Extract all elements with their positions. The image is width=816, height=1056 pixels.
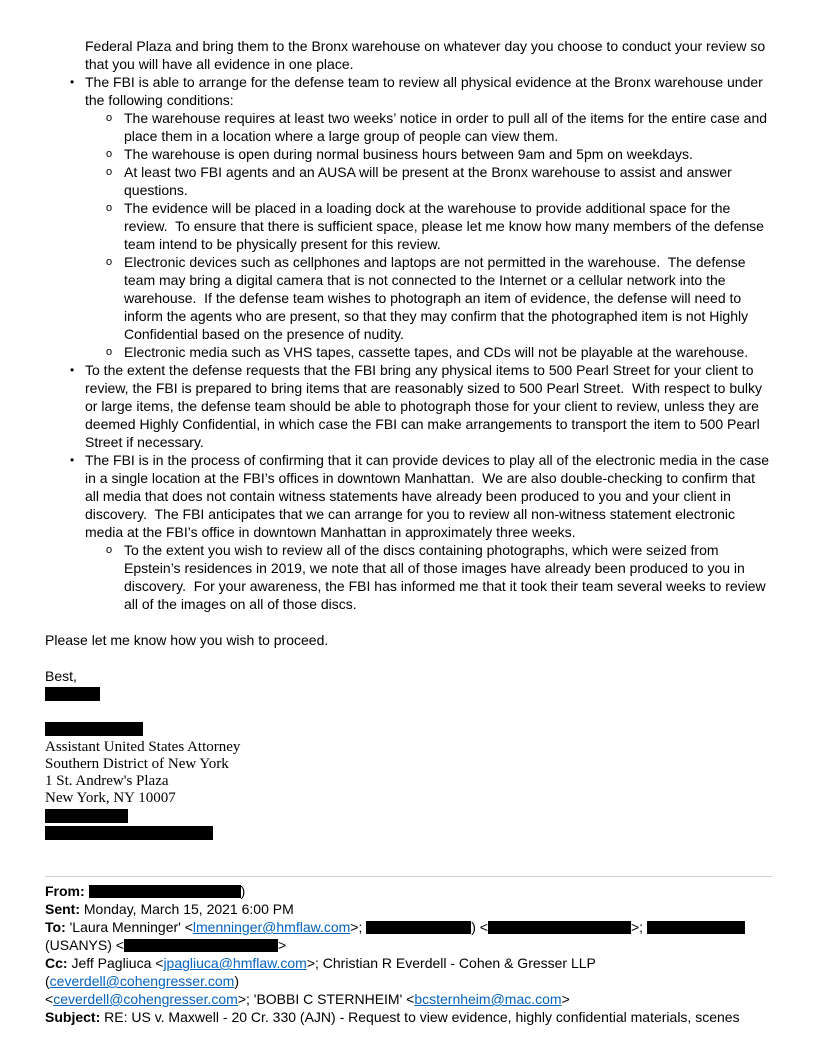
bullet-marker: • xyxy=(70,363,75,377)
bullet-item xyxy=(45,343,772,361)
header-text: >; Christian R Everdell - Cohen & Gresser LLP ( xyxy=(45,955,600,989)
signoff-line: Best, xyxy=(45,668,77,684)
header-label: Cc: xyxy=(45,955,68,971)
bullet-marker: o xyxy=(106,256,113,268)
email-link[interactable]: ceverdell@cohengresser.com xyxy=(53,991,238,1007)
bullet-text: The FBI is in the process of confirming that it can provide devices to play all of the electronic media in the case in a single location at the FBI’s offices in downtown Manhattan. We are also double-checking to confirm that all media that does not contain witness statements have already been produced to you and your client in discovery. The FBI anticipates that we can arrange for you to review all non-witness statement electronic media at the FBI’s office in downtown Manhattan in approximately three weeks. xyxy=(85,452,773,540)
redaction-bar xyxy=(488,921,631,934)
header-row-sent xyxy=(45,900,772,918)
redaction-bar xyxy=(45,826,213,840)
bullet-marker: o xyxy=(106,148,113,160)
header-row-to xyxy=(45,918,772,954)
bullet-text: Electronic devices such as cellphones and laptops are not permitted in the warehouse. The defense team may bring a digital camera that is not connected to the Internet or a cellular network into the warehouse. If the defense team wishes to photograph an item of evidence, the defense will need to inform the agents who are present, so that they may confirm that the photographed item is not Highly Confidential based on the presence of nudity. xyxy=(124,254,753,342)
bullet-marker: o xyxy=(106,346,113,358)
email-link[interactable]: ceverdell@cohengresser.com xyxy=(49,973,235,989)
email-header-block xyxy=(45,882,772,1026)
email-link[interactable]: lmenninger@hmflaw.com xyxy=(192,919,351,935)
bullet-marker: o xyxy=(106,112,113,124)
redaction-bar xyxy=(45,687,100,701)
header-label: To: xyxy=(45,919,66,935)
header-text: (USANYS) < xyxy=(45,937,124,953)
bullet-text: The evidence will be placed in a loading dock at the warehouse to provide additional space for the review. To ensure that there is sufficient space, please let me know how many members of the defense team intend to be physically present for this review. xyxy=(124,200,768,252)
bullet-item xyxy=(45,145,772,163)
signature-block xyxy=(45,722,772,840)
header-divider xyxy=(45,876,772,877)
redaction-bar xyxy=(89,885,241,898)
email-link[interactable]: jpagliuca@hmflaw.com xyxy=(163,955,307,971)
redaction-bar xyxy=(45,722,143,736)
bullet-marker: o xyxy=(106,166,113,178)
bullet-item xyxy=(45,253,772,343)
bullet-item xyxy=(45,199,772,253)
bullet-text: At least two FBI agents and an AUSA will be present at the Bronx warehouse to assist and answer questions. xyxy=(124,164,736,198)
bullet-marker: o xyxy=(106,202,113,214)
redaction-bar xyxy=(647,921,745,934)
header-text: > xyxy=(561,991,570,1007)
bullet-item xyxy=(45,73,772,109)
bullet-item xyxy=(45,163,772,199)
signature-line: Southern District of New York xyxy=(45,756,229,772)
redaction-bar xyxy=(124,939,278,952)
bullet-item xyxy=(45,361,772,451)
header-text: >; xyxy=(630,919,647,935)
header-label: Sent: xyxy=(45,901,80,917)
header-row-subject xyxy=(45,1008,772,1026)
bullet-text: The FBI is able to arrange for the defense team to review all physical evidence at the Bronx warehouse under the following conditions: xyxy=(85,74,767,108)
redaction-bar xyxy=(45,809,128,823)
bullet-text: Electronic media such as VHS tapes, cassette tapes, and CDs will not be playable at the warehouse. xyxy=(124,344,749,360)
header-text: Monday, March 15, 2021 6:00 PM xyxy=(83,901,294,917)
header-text: 'Laura Menninger' < xyxy=(69,919,193,935)
bullet-text: The warehouse requires at least two weeks’ notice in order to pull all of the items for the entire case and place them in a location where a large group of people can view them. xyxy=(124,110,771,144)
header-text: RE: US v. Maxwell - 20 Cr. 330 (AJN) - Request to view evidence, highly confidential materials, scenes xyxy=(104,1009,740,1025)
bullet-marker: • xyxy=(70,75,75,89)
bullet-item xyxy=(45,109,772,145)
header-label: Subject: xyxy=(45,1009,101,1025)
signature-line: Assistant United States Attorney xyxy=(45,739,241,755)
page-content xyxy=(45,37,772,1026)
bullet-item xyxy=(45,451,772,541)
redaction-bar xyxy=(366,921,471,934)
header-text: >; 'BOBBI C STERNHEIM' < xyxy=(237,991,415,1007)
bullet-text: To the extent you wish to review all of the discs containing photographs, which were seized from Epstein’s residences in 2019, we note that all of those images have already been produced to you in discovery. For your awareness, the FBI has informed me that it took their team several weeks to review all of the images on all of those discs. xyxy=(124,542,770,612)
bullet-text: The warehouse is open during normal business hours between 9am and 5pm on weekdays. xyxy=(124,146,693,162)
header-text: > xyxy=(277,937,287,953)
bullet-marker: o xyxy=(106,544,113,556)
intro-paragraph: Federal Plaza and bring them to the Bronx warehouse on whatever day you choose to conduct your review so that you will have all evidence in one place. xyxy=(85,38,770,72)
header-text: < xyxy=(45,991,54,1007)
header-label: From: xyxy=(45,883,85,899)
email-link[interactable]: bcsternheim@mac.com xyxy=(414,991,562,1007)
header-row-from xyxy=(45,882,772,900)
header-text: Jeff Pagliuca < xyxy=(71,955,164,971)
signature-line: New York, NY 10007 xyxy=(45,790,176,806)
closing-line: Please let me know how you wish to proceed. xyxy=(45,632,329,648)
header-text: ) < xyxy=(471,919,488,935)
bullet-text: To the extent the defense requests that the FBI bring any physical items to 500 Pearl Street for your client to review, the FBI is prepared to bring items that are reasonably sized to 500 Pearl Street. With respect to bulky or large items, the defense team should be able to photograph those for your client to review, unless they are deemed Highly Confidential, in which case the FBI can make arrangements to transport the item to 500 Pearl Street if necessary. xyxy=(85,362,766,450)
bullet-list xyxy=(45,73,772,613)
signature-line: 1 St. Andrew's Plaza xyxy=(45,773,169,789)
header-text: ) xyxy=(240,883,246,899)
bullet-marker: • xyxy=(70,453,75,467)
header-text: ) xyxy=(234,973,239,989)
header-row-cc xyxy=(45,954,772,1008)
bullet-item xyxy=(45,541,772,613)
header-text: >; xyxy=(350,919,367,935)
